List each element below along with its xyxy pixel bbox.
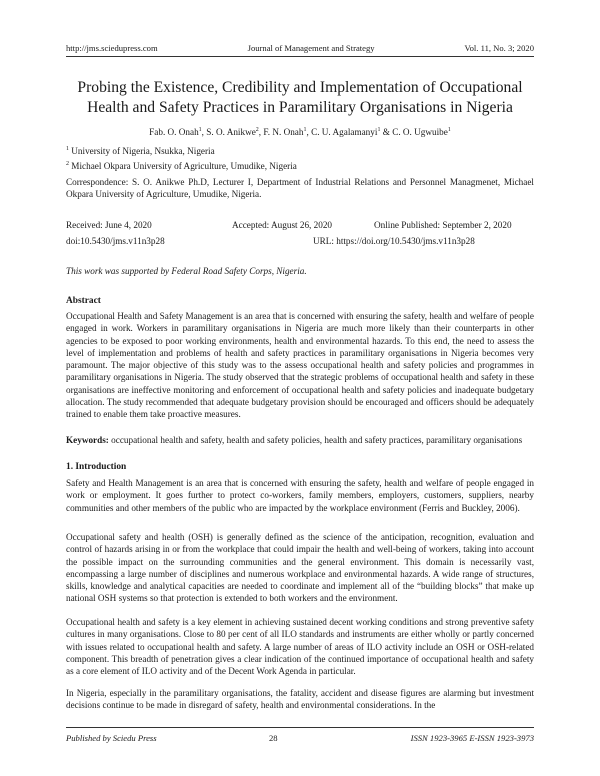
page-number: 28 xyxy=(269,733,278,743)
published-date: Online Published: September 2, 2020 xyxy=(374,220,512,230)
author: C. O. Ugwuibe xyxy=(392,127,448,137)
intro-paragraph-4: In Nigeria, especially in the paramilitary organisations, the fatality, accident and disease figures are alarming but investment decisions continue to be made in disregard of safety, health and environmental considerations. In the xyxy=(66,688,534,711)
author: S. O. Anikwe xyxy=(206,127,256,137)
footer-divider xyxy=(66,727,534,728)
publication-dates xyxy=(66,220,534,232)
author: F. N. Onah xyxy=(263,127,304,137)
journal-name: Journal of Management and Strategy xyxy=(247,43,375,53)
paper-title: Probing the Existence, Credibility and Implementation of Occupational Health and Safety Practices in Paramilitary Organisations in Nigeria xyxy=(77,79,523,116)
received-date: Received: June 4, 2020 xyxy=(66,220,152,230)
keywords xyxy=(66,434,534,446)
abstract-heading: Abstract xyxy=(66,296,101,306)
intro-paragraph-3: Occupational health and safety is a key element in achieving sustained decent working conditions and strong preventive safety cultures in many organisations. Close to 80 per cent of all ILO standards and instruments are either wholly or partly concerned with issues related to occupational health and safety. A large number of areas of ILO activity include an OSH or OSH-related component. This breadth of penetration gives a clear indication of the continued importance of occupational health and safety as a core element of ILO activity and of the Decent Work Agenda in particular. xyxy=(66,617,534,677)
intro-paragraph-2: Occupational safety and health (OSH) is generally defined as the science of the anticipation, recognition, evaluation and control of hazards arising in or from the workplace that could impair the health and well-being of workers, taking into account the possible impact on the surrounding communities and the general environment. This domain is necessarily vast, encompassing a large number of disciplines and numerous workplace and environmental hazards. A wide range of structures, skills, knowledge and analytical capacities are needed to coordinate and implement all of the “building blocks” that make up national OSH systems so that protection is extended to both workers and the environment. xyxy=(66,532,534,604)
doi-url[interactable]: URL: https://doi.org/10.5430/jms.v11n3p28 xyxy=(313,236,475,246)
correspondence: Correspondence: S. O. Anikwe Ph.D, Lecturer I, Department of Industrial Relations and Personnel Managmenet, Michael Okpara University of Agriculture, Umudike, Nigeria. xyxy=(66,177,534,200)
author: Fab. O. Onah xyxy=(149,127,199,137)
affiliation-2: $^2$ Michael Okpara University of Agriculture, Umudike, Nigeria xyxy=(66,160,297,171)
doi[interactable]: doi:10.5430/jms.v11n3p28 xyxy=(66,236,165,246)
issn: ISSN 1923-3965 E-ISSN 1923-3973 xyxy=(410,733,534,743)
author-list: Fab. O. Onah$^1$, S. O. Anikwe$^2$, F. N. Onah$^1$, C. U. Agalamanyi$^1$ & C. O. Ugwuibe$^1$ xyxy=(149,126,451,137)
running-header xyxy=(66,43,534,53)
accepted-date: Accepted: August 26, 2020 xyxy=(232,220,333,230)
volume-info: Vol. 11, No. 3; 2020 xyxy=(464,43,534,53)
keywords-label: Keywords: xyxy=(66,435,109,445)
affiliation-1: $^1$ University of Nigeria, Nsukka, Nigeria xyxy=(66,145,215,156)
publisher: Published by Sciedu Press xyxy=(66,733,157,743)
header-divider xyxy=(66,56,534,57)
keywords-text: occupational health and safety, health and safety policies, health and safety practices, paramilitary organisations xyxy=(111,435,523,445)
introduction-heading: 1. Introduction xyxy=(66,462,127,472)
journal-url[interactable]: http://jms.sciedupress.com xyxy=(66,43,158,53)
funding-note: This work was supported by Federal Road Safety Corps, Nigeria. xyxy=(66,266,307,276)
identifiers xyxy=(66,236,534,248)
author: C. U. Agalamanyi xyxy=(311,127,378,137)
abstract-text: Occupational Health and Safety Management is an area that is concerned with ensuring the safety, health and welfare of people engaged in work. Workers in paramilitary organisations in Nigeria are much more likely than their counterparts in other agencies to be exposed to poor working environments, health and environmental hazards. To this end, the need to assess the level of implementation and problems of health and safety practices in paramilitary organisations in Nigeria becomes very paramount. The major objective of this study was to the assess occupational health and safety policies and programmes in paramilitary organisations in Nigeria. The study observed that the strategic problems of occupational health and safety in these organisations are ineffective monitoring and enforcement of occupational health and safety policies and inadequate budgetary allocation. The study recommended that adequate budgetary provision should be encouraged and officers should be adequately trained to enable them take proactive measures. xyxy=(66,311,534,420)
intro-paragraph-1: Safety and Health Management is an area that is concerned with ensuring the safety, health and welfare of people engaged in work or employment. It goes further to protect co-workers, family members, employers, customers, suppliers, nearby communities and other members of the public who are impacted by the workplace environment (Ferris and Buckley, 2006). xyxy=(66,478,534,513)
